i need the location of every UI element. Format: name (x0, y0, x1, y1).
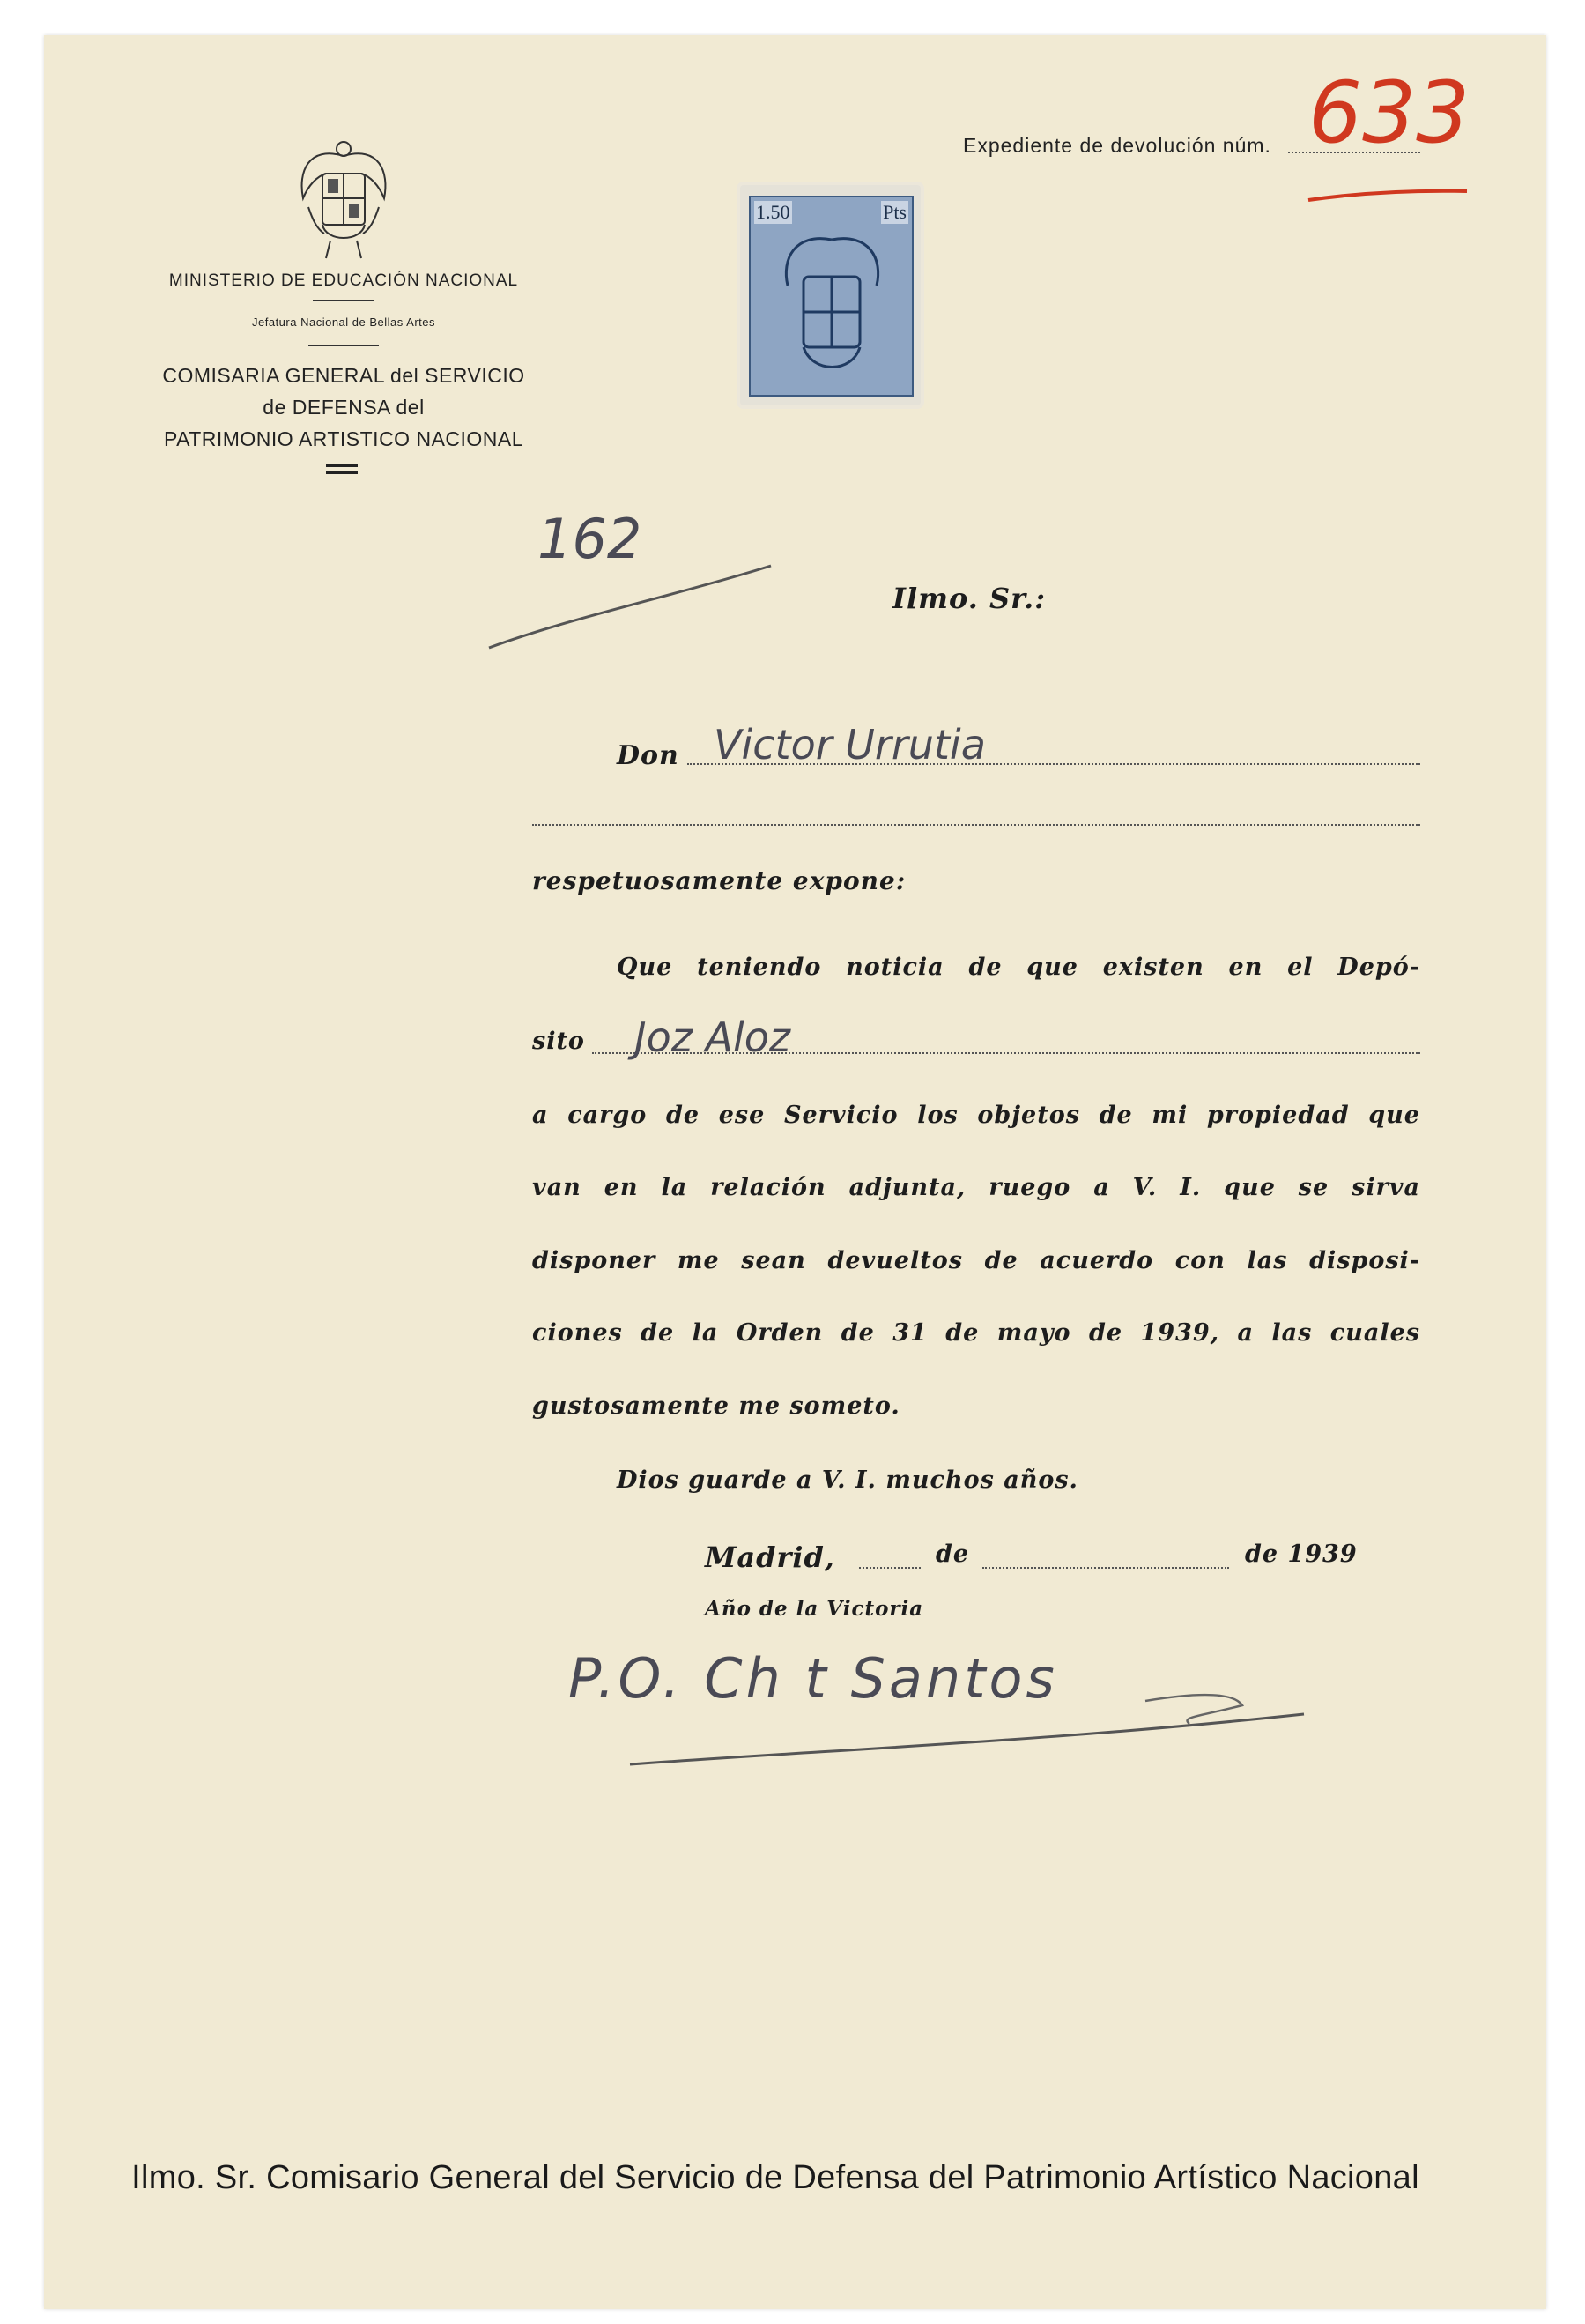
comisaria-heading (141, 360, 546, 455)
stamp-value: 1.50 (756, 201, 790, 223)
comisaria-line: PATRIMONIO ARTISTICO NACIONAL (163, 427, 524, 450)
revenue-stamp (740, 185, 921, 405)
expediente-label: Expediente de devolución núm. (963, 134, 1271, 157)
dotted-line (532, 824, 1420, 826)
pen-stroke (485, 555, 775, 661)
divider (313, 300, 374, 301)
comisaria-line: de DEFENSA del (263, 396, 425, 419)
applicant-name: Victor Urrutia (714, 721, 986, 768)
paragraph-line: ciones de la Orden de 31 de mayo de 1939, a las cuales (532, 1319, 1420, 1347)
stamp-face (749, 196, 914, 397)
paragraph-line: van en la relación adjunta, ruego a V. I. que se sirva (532, 1174, 1420, 1201)
double-rule (326, 471, 358, 474)
coat-of-arms-logo (291, 137, 396, 264)
year-text: de 1939 (1245, 1541, 1358, 1568)
deposit-name: Joz Aloz (634, 1014, 791, 1061)
expone-text: respetuosamente expone: (532, 866, 907, 895)
paragraph-line: sito (532, 1028, 585, 1055)
date-de: de (936, 1541, 970, 1568)
place-text: Madrid, (705, 1541, 836, 1574)
paragraph-line: gustosamente me someto. (532, 1392, 900, 1420)
ministry-heading: MINISTERIO DE EDUCACIÓN NACIONAL (168, 271, 519, 290)
signature-flourish (617, 1666, 1322, 1780)
jefatura-heading: Jefatura Nacional de Bellas Artes (252, 316, 435, 329)
closing-text: Dios guarde a V. I. muchos años. (617, 1466, 1078, 1494)
paragraph-line: Que teniendo noticia de que existen en el Depó- (617, 954, 1420, 981)
double-rule (326, 464, 358, 467)
victoria-text: Año de la Victoria (705, 1597, 924, 1621)
signature: P.O. Ch t Santos (568, 1646, 1058, 1711)
stamp-unit: Pts (883, 201, 907, 223)
divider (308, 345, 379, 346)
stamp-shield-icon (777, 233, 887, 382)
comisaria-line: COMISARIA GENERAL del SERVICIO (162, 364, 525, 387)
red-underline (1304, 181, 1471, 207)
salutation: Ilmo. Sr.: (892, 582, 1047, 615)
footer-addressee: Ilmo. Sr. Comisario General del Servicio de Defensa del Patrimonio Artístico Nacional (131, 2159, 1419, 2196)
don-label: Don (617, 740, 679, 771)
expediente-number: 633 (1308, 63, 1470, 162)
paragraph-line: disponer me sean devueltos de acuerdo con las disposi- (532, 1247, 1420, 1274)
paragraph-line: a cargo de ese Servicio los objetos de mi propiedad que (532, 1102, 1420, 1129)
registry-number: 162 (537, 507, 642, 571)
dotted-line (982, 1567, 1229, 1569)
dotted-line (859, 1567, 921, 1569)
